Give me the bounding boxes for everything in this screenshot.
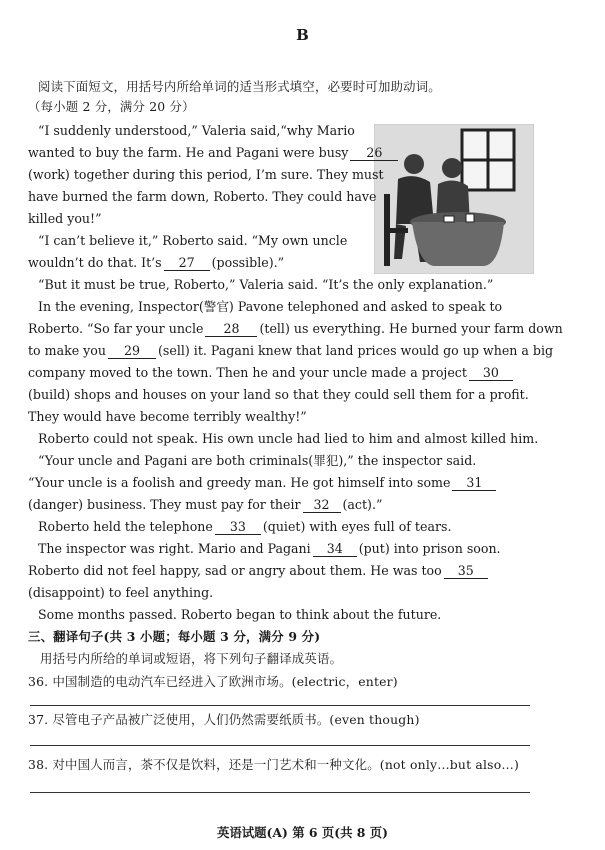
passage-line-12: company moved to the town. Then he and your uncle made a project 30: [28, 364, 515, 382]
passage-line-4: have burned the farm down, Roberto. They could have: [28, 189, 377, 204]
blank-30[interactable]: 30: [469, 365, 513, 381]
passage-line-6: “I can’t believe it,” Roberto said. “My own uncle: [38, 233, 348, 248]
blank-28[interactable]: 28: [205, 321, 257, 337]
translation-heading: 三、翻译句子(共 3 小题；每小题 3 分，满分 9 分): [28, 629, 321, 644]
passage-line-19: Roberto held the telephone 33 (quiet) with eyes full of tears.: [38, 519, 452, 534]
blank-33[interactable]: 33: [215, 519, 261, 535]
passage-line-7: wouldn’t do that. It’s 27 (possible).”: [28, 255, 285, 270]
passage-line-10: Roberto. “So far your uncle 28 (tell) us everything. He burned your farm down: [28, 321, 563, 336]
passage-line-13: (build) shops and houses on your land so that they could sell them for a profit.: [28, 387, 529, 402]
passage-line-20: The inspector was right. Mario and Pagani 34 (put) into prison soon.: [38, 541, 501, 556]
passage-line-21: Roberto did not feel happy, sad or angry about them. He was too 35: [28, 562, 490, 580]
left-man-head: [404, 154, 424, 174]
blank-34[interactable]: 34: [313, 541, 357, 557]
right-man-head: [442, 158, 462, 178]
table-cloth: [412, 222, 504, 266]
answer-line-38[interactable]: [30, 792, 530, 793]
blank-35[interactable]: 35: [444, 563, 488, 579]
passage-line-23: Some months passed. Roberto began to think about the future.: [38, 607, 442, 622]
blank-29[interactable]: 29: [108, 343, 156, 359]
passage-line-16: “Your uncle and Pagani are both criminals(罪犯),” the inspector said.: [38, 453, 477, 468]
blank-32[interactable]: 32: [303, 497, 341, 513]
instructions-line-2: （每小题 2 分，满分 20 分）: [28, 99, 195, 114]
passage-line-14: They would have become terribly wealthy!”: [28, 409, 307, 424]
passage-line-11: to make you 29 (sell) it. Pagani knew that land prices would go up when a big: [28, 343, 554, 358]
section-letter: B: [296, 26, 309, 44]
question-38: 38. 对中国人而言，茶不仅是饮料，还是一门艺术和一种文化。(not only…but also…): [28, 757, 520, 772]
answer-line-37[interactable]: [30, 745, 530, 746]
passage-line-5: killed you!”: [28, 211, 102, 226]
passage-line-22: (disappoint) to feel anything.: [28, 585, 214, 600]
passage-line-2: wanted to buy the farm. He and Pagani were busy 26: [28, 144, 400, 162]
question-37: 37. 尽管电子产品被广泛使用，人们仍然需要纸质书。(even though): [28, 712, 420, 727]
passage-line-8: “But it must be true, Roberto,” Valeria said. “It’s the only explanation.”: [38, 277, 494, 292]
translation-instruction: 用括号内所给的单词或短语，将下列句子翻译成英语。: [40, 651, 343, 666]
page-footer: 英语试题(A) 第 6 页(共 8 页): [216, 825, 388, 840]
instructions-line-1: 阅读下面短文，用括号内所给单词的适当形式填空，必要时可加助动词。: [38, 79, 441, 94]
passage-line-18: (danger) business. They must pay for their 32 (act).”: [28, 497, 383, 512]
passage-line-15: Roberto could not speak. His own uncle had lied to him and almost killed him.: [38, 431, 539, 446]
passage-line-17: “Your uncle is a foolish and greedy man. He got himself into some 31: [28, 474, 498, 492]
blank-26[interactable]: 26: [350, 145, 398, 161]
passage-line-1: “I suddenly understood,” Valeria said,“why Mario: [38, 123, 355, 138]
passage-line-9: In the evening, Inspector(警官) Pavone telephoned and asked to speak to: [38, 299, 503, 314]
blank-27[interactable]: 27: [164, 255, 210, 271]
blank-31[interactable]: 31: [452, 475, 496, 491]
passage-line-3: (work) together during this period, I’m sure. They must: [28, 167, 384, 182]
answer-line-36[interactable]: [30, 705, 530, 706]
question-36: 36. 中国制造的电动汽车已经进入了欧洲市场。(electric，enter): [28, 674, 398, 689]
